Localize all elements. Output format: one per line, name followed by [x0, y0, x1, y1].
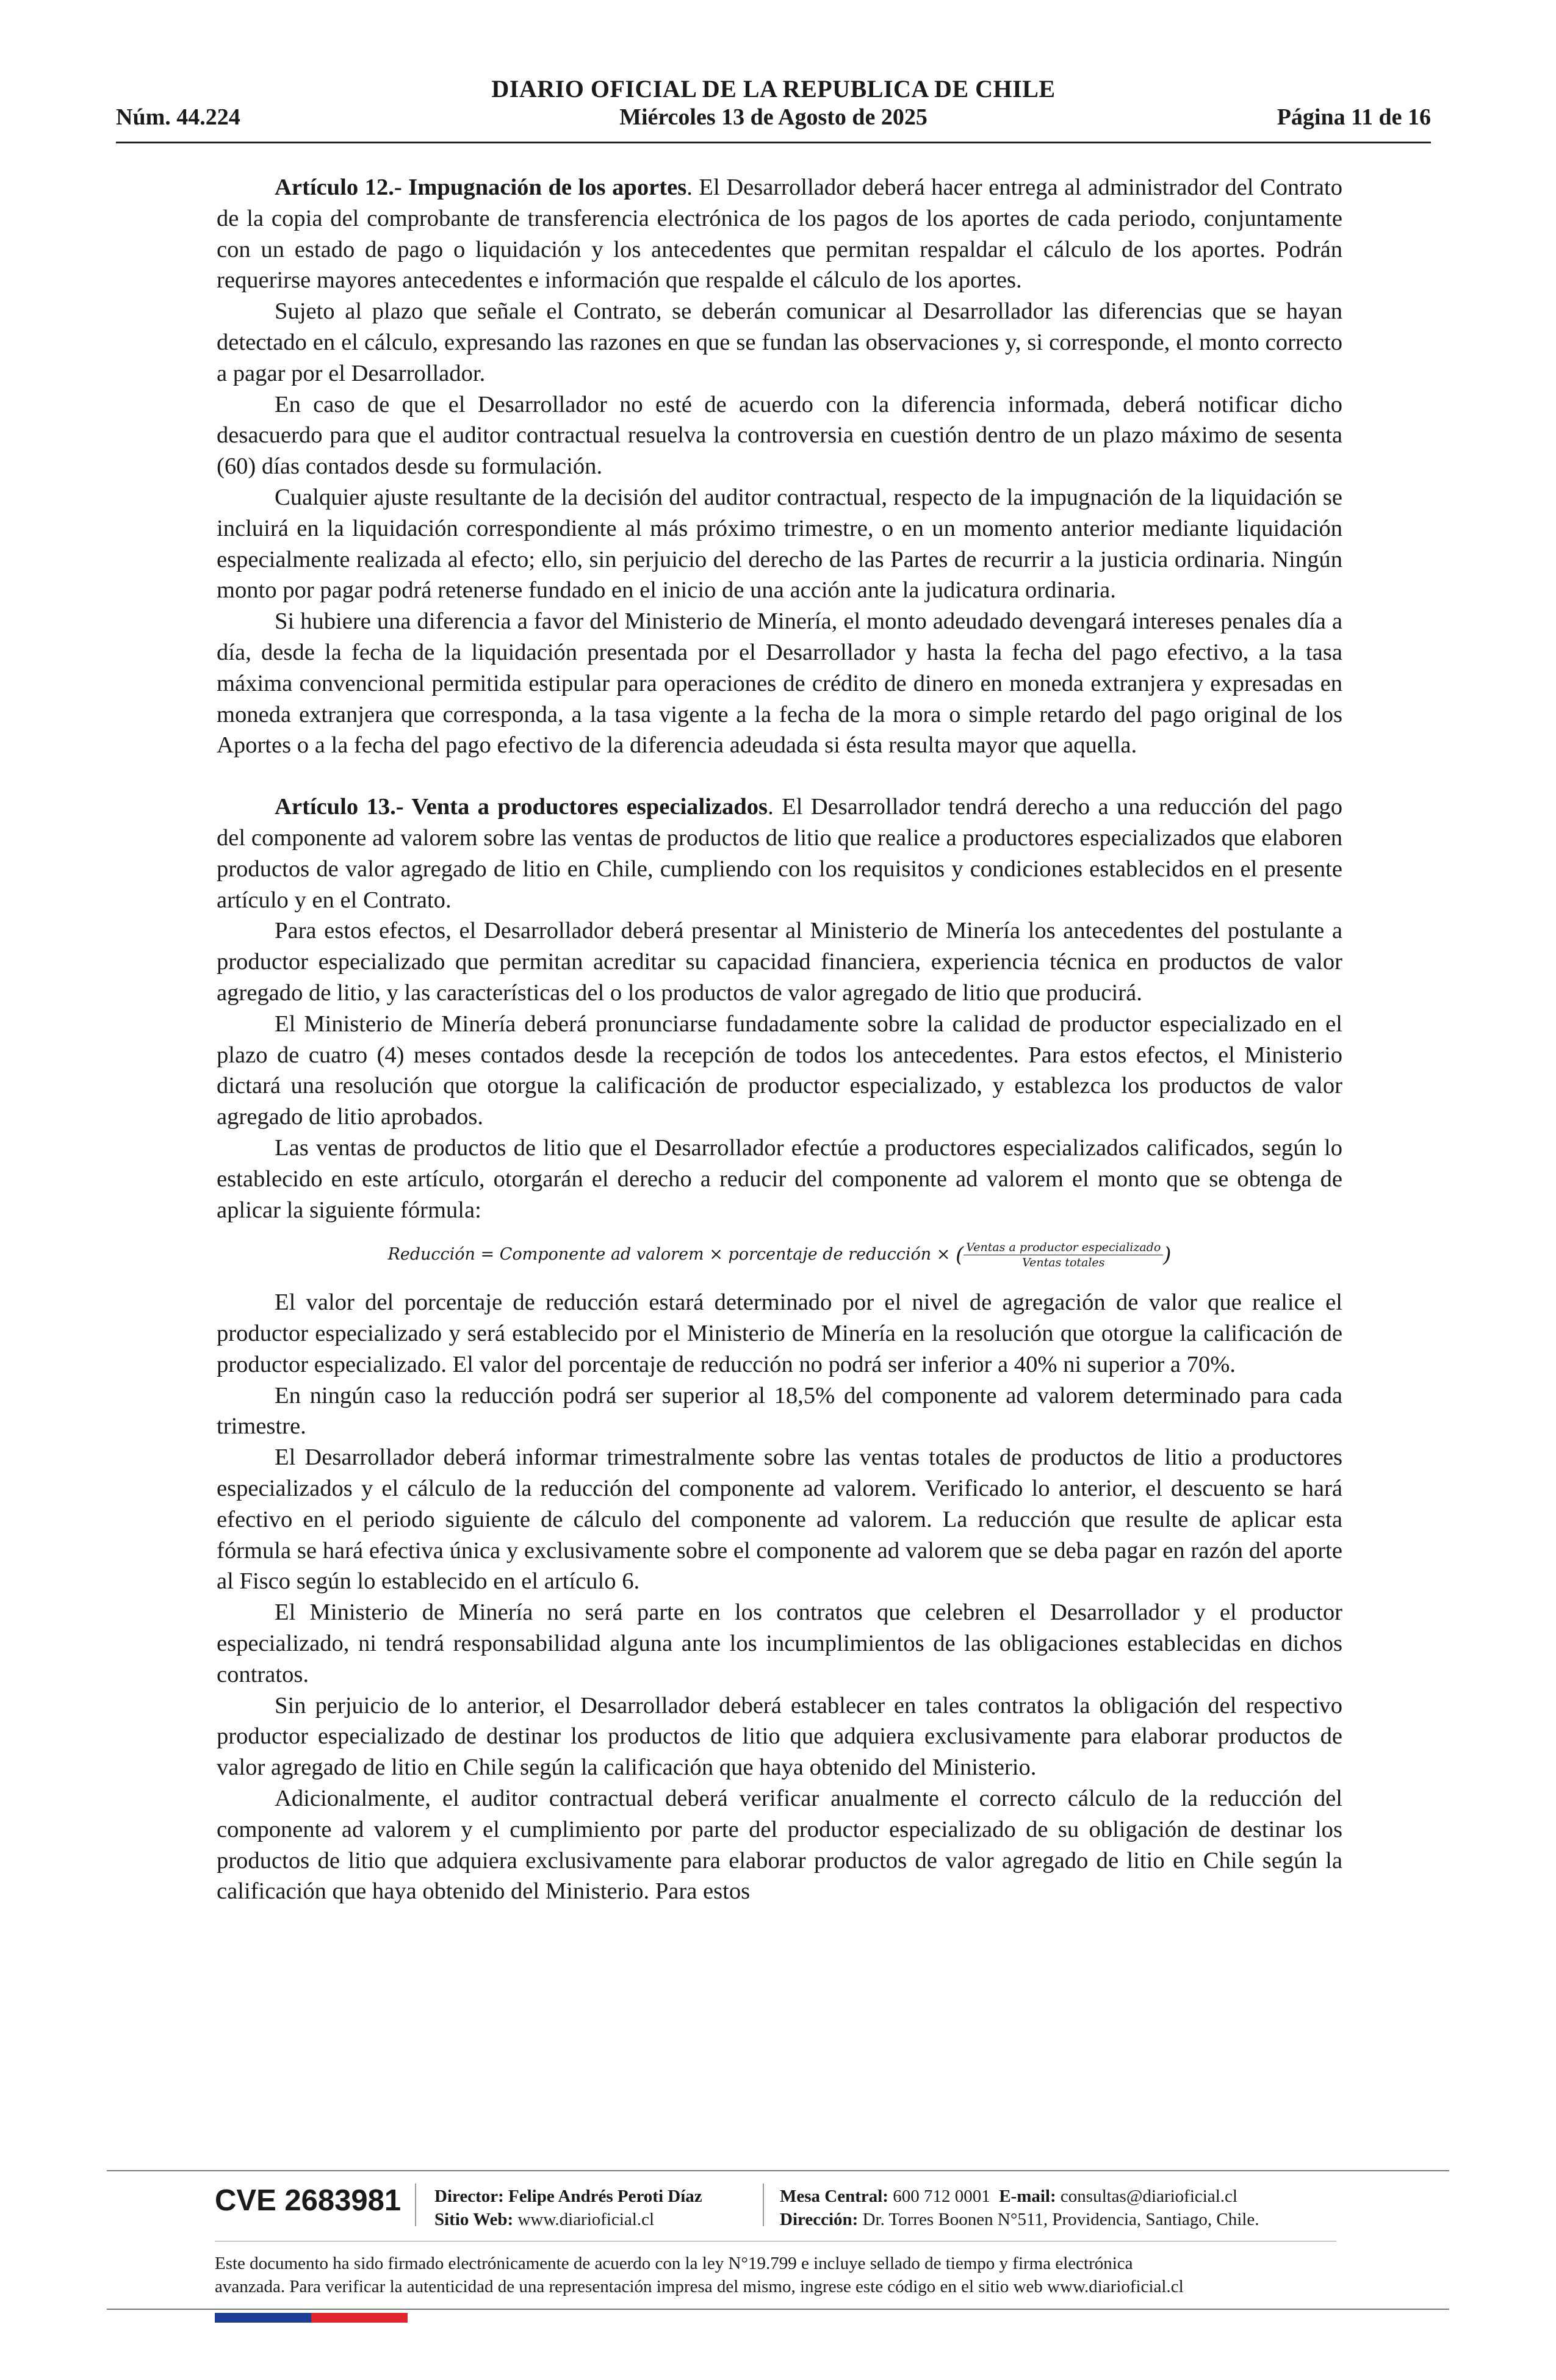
header-divider [116, 142, 1431, 143]
formula-denominator: Ventas totales [1022, 1256, 1105, 1270]
issue-number: Núm. 44.224 [116, 104, 240, 130]
formula-open-paren: ( [955, 1242, 964, 1268]
footer-separator-1 [415, 2183, 416, 2226]
gazette-title: DIARIO OFICIAL DE LA REPUBLICA DE CHILE [491, 75, 1056, 103]
director-name: Felipe Andrés Peroti Díaz [508, 2187, 702, 2206]
art12-paragraph-3: En caso de que el Desarrollador no esté de acuerdo con la diferencia informada, deberá notificar dicho desacuerdo para que el auditor contractual resuelva la controversia en cuestión dentro de un plazo máximo de sesenta (60) días contados desde su formulación. [217, 391, 1342, 480]
art12-paragraph-2: Sujeto al plazo que señale el Contrato, se deberán comunicar al Desarrollador las diferencias que se hayan detectado en el cálculo, expresando las razones en que se fundan las observaciones y, si corresponde, el monto correcto a pagar por el Desarrollador. [217, 298, 1342, 386]
formula-left: Reducción = Componente ad valorem × porcentaje de reducción × [387, 1245, 951, 1264]
footer-divider-top [107, 2170, 1449, 2171]
address: Dr. Torres Boonen N°511, Providencia, Santiago, Chile. [862, 2210, 1259, 2229]
art13-paragraph-4: Las ventas de productos de litio que el Desarrollador efectúe a productores especializados calificados, según lo establecido en este artículo, otorgarán el derecho a reducir del componente ad valorem el monto que se obtenga de aplicar la siguiente fórmula: [217, 1134, 1342, 1223]
footer-director-block: Director: Felipe Andrés Peroti Díaz Sitio Web: www.diarioficial.cl [434, 2187, 702, 2229]
formula-close-paren: ) [1163, 1242, 1172, 1268]
art13-paragraph-10: Adicionalmente, el auditor contractual deberá verificar anualmente el correcto cálculo de la reducción del componente ad valorem y el cumplimiento por parte del productor especializado de su obligación de destinar los productos de litio que adquiera exclusivamente para elaborar productos de valor agregado de litio en Chile según la calificación que haya obtenido del Ministerio. Para estos [217, 1786, 1342, 1905]
formula-fraction [963, 1240, 1163, 1270]
phone-number: 600 712 0001 [893, 2187, 990, 2206]
flag-stripe-red [311, 2313, 408, 2323]
website-link[interactable]: www.diarioficial.cl [517, 2210, 655, 2229]
art13-paragraph-5: El valor del porcentaje de reducción estará determinado por el nivel de agregación de valor que realice el productor especializado y será establecido por el Ministerio de Minería en la resolución que otorgue la calificación de productor especializado. El valor del porcentaje de reducción no podrá ser inferior a 40% ni superior a 70%. [217, 1289, 1342, 1377]
email-link[interactable]: consultas@diarioficial.cl [1060, 2187, 1237, 2206]
art13-paragraph-7: El Desarrollador deberá informar trimestralmente sobre las ventas totales de productos de litio a productores especializados y el cálculo de la reducción del componente ad valorem. Verificado lo anterior, el descuento se hará efectivo en el periodo siguiente de cálculo del componente ad valorem. La reducción que resulte de aplicar esta fórmula se hará efectiva única y exclusivamente sobre el componente ad valorem que se deba pagar en razón del aporte al Fisco según lo establecido en el artículo 6. [217, 1444, 1342, 1595]
art13-paragraph-2: Para estos efectos, el Desarrollador deberá presentar al Ministerio de Minería los antecedentes del postulante a productor especializado que permitan acreditar su capacidad financiera, experiencia técnica en productos de valor agregado de litio, y las características del o los productos de valor agregado de litio que producirá. [217, 918, 1342, 1006]
reduction-formula [217, 1240, 1342, 1270]
footer-divider-bottom [107, 2309, 1449, 2310]
flag-stripe-blue [215, 2313, 311, 2323]
formula-numerator: Ventas a productor especializado [963, 1240, 1163, 1255]
page-header [116, 74, 1431, 142]
footer-contact-block: Mesa Central: 600 712 0001 E-mail: consultas@diarioficial.cl Dirección: Dr. Torres Boonen N°511, Providencia, Santiago, Chile. [780, 2187, 1259, 2229]
document-body [217, 172, 1342, 1907]
page-indicator: Página 11 de 16 [1277, 104, 1431, 130]
issue-date: Miércoles 13 de Agosto de 2025 [619, 104, 927, 130]
art12-paragraph-1: Artículo 12.- Impugnación de los aportes. El Desarrollador deberá hacer entrega al administrador del Contrato de la copia del comprobante de transferencia electrónica de los pagos de los aportes de cada periodo, conjuntamente con un estado de pago o liquidación y los antecedentes que permitan respaldar el cálculo de los aportes. Podrán requerirse mayores antecedentes e información que respalde el cálculo de los aportes. [217, 175, 1342, 294]
legal-notice: Este documento ha sido firmado electrónicamente de acuerdo con la ley N°19.799 e incluye sellado de tiempo y firma electrónica avanzada. Para verificar la autenticidad de una representación impresa del mismo, ingrese este código en el sitio web www.diarioficial.cl [215, 2254, 1184, 2296]
art13-heading: Artículo 13.- Venta a productores especializados [275, 794, 768, 820]
art13-paragraph-3: El Ministerio de Minería deberá pronunciarse fundadamente sobre la calidad de productor especializado en el plazo de cuatro (4) meses contados desde la recepción de todos los antecedentes. Para estos efectos, el Ministerio dictará una resolución que otorgue la calificación de productor especializado, y establezca los productos de valor agregado de litio aprobados. [217, 1011, 1342, 1130]
cve-code: CVE 2683981 [215, 2184, 402, 2217]
art13-paragraph-1: Artículo 13.- Venta a productores especializados. El Desarrollador tendrá derecho a una reducción del pago del componente ad valorem sobre las ventas de productos de litio que realice a productores especializados que elaboren productos de valor agregado de litio en Chile, cumpliendo con los requisitos y condiciones establecidos en el presente artículo y en el Contrato. [217, 794, 1342, 913]
footer-separator-2 [763, 2183, 764, 2226]
art12-heading: Artículo 12.- Impugnación de los aportes [275, 175, 687, 200]
art13-paragraph-9: Sin perjuicio de lo anterior, el Desarrollador deberá establecer en tales contratos la obligación del respectivo productor especializado de destinar los productos de litio que adquiera exclusivamente para elaborar productos de valor agregado de litio en Chile según la calificación que haya obtenido del Ministerio. [217, 1692, 1342, 1781]
art12-paragraph-4: Cualquier ajuste resultante de la decisión del auditor contractual, respecto de la impugnación de la liquidación se incluirá en la liquidación correspondiente al más próximo trimestre, o en un momento anterior mediante liquidación especialmente realizada al efecto; ello, sin perjuicio del derecho de las Partes de recurrir a la justicia ordinaria. Ningún monto por pagar podrá retenerse fundado en el inicio de una acción ante la judicatura ordinaria. [217, 484, 1342, 604]
art12-paragraph-5: Si hubiere una diferencia a favor del Ministerio de Minería, el monto adeudado devengará intereses penales día a día, desde la fecha de la liquidación presentada por el Desarrollador y hasta la fecha del pago efectivo, a la tasa máxima convencional permitida estipular para operaciones de crédito de dinero en moneda extranjera y expresadas en moneda extranjera que corresponda, a la tasa vigente a la fecha de la mora o simple retardo del pago original de los Aportes o a la fecha del pago efectivo de la diferencia adeudada si ésta resulta mayor que aquella. [217, 608, 1342, 759]
art13-paragraph-8: El Ministerio de Minería no será parte en los contratos que celebren el Desarrollador y el productor especializado, ni tendrá responsabilidad alguna ante los incumplimientos de las obligaciones establecidas en dichos contratos. [217, 1599, 1342, 1687]
art13-paragraph-6: En ningún caso la reducción podrá ser superior al 18,5% del componente ad valorem determinado para cada trimestre. [217, 1382, 1342, 1440]
